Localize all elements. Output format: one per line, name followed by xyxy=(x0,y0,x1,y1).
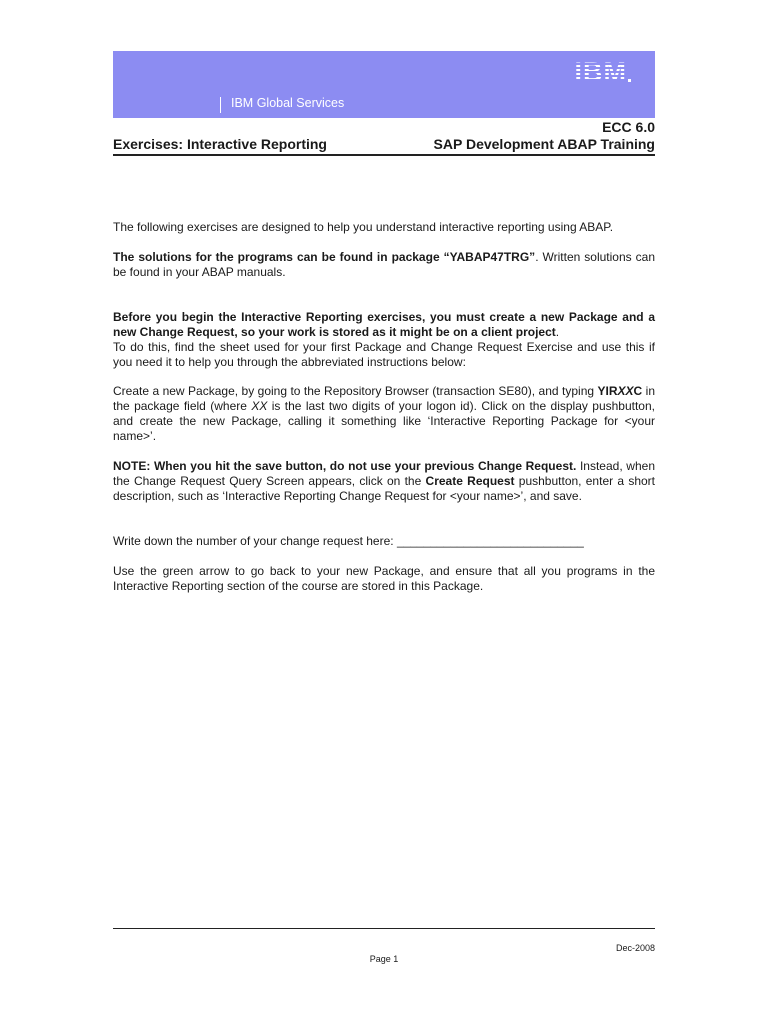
note-text-a: Instead, when the Change Request Query Screen appears, click on the xyxy=(113,459,655,488)
solutions-bold-text: The solutions for the programs can be found in package “YABAP47TRG” xyxy=(113,250,536,264)
page-number: Page 1 xyxy=(369,954,399,964)
version-label: ECC 6.0 xyxy=(602,119,655,135)
intro-paragraph: The following exercises are designed to help you understand interactive reporting using ABAP. xyxy=(113,220,614,234)
ibm-logo-dot xyxy=(628,79,631,82)
package-name-prefix: YIR xyxy=(597,384,618,398)
before-you-begin-bold-text: Before you begin the Interactive Reporting exercises, you must create a new Package and a new Change Request, so your work is stored as it might be on a client project xyxy=(113,310,655,339)
package-name-placeholder: XX xyxy=(617,384,634,398)
green-arrow-paragraph: Use the green arrow to go back to your new Package, and ensure that all you programs in the Interactive Reporting section of the course are stored in this Package. xyxy=(113,564,655,593)
before-you-begin-period: . xyxy=(555,325,560,339)
footer-date: Dec-2008 xyxy=(615,943,655,953)
header-banner xyxy=(113,51,655,118)
before-you-begin-paragraph xyxy=(113,310,655,370)
solutions-text: . Written solutions can be found in your ABAP manuals. xyxy=(113,250,655,279)
header-rule xyxy=(113,154,655,156)
note-bold-text: NOTE: When you hit the save button, do not use your previous Change Request. xyxy=(113,459,577,473)
package-name-suffix: C xyxy=(633,384,643,398)
footer-rule xyxy=(113,928,655,929)
before-you-begin-instructions: To do this, find the sheet used for your first Package and Change Request Exercise and use this if you need it to help you through the abbreviated instructions below: xyxy=(113,340,655,369)
change-request-number-line: Write down the number of your change request here: ____________________________ xyxy=(113,534,584,548)
document-title: Exercises: Interactive Reporting xyxy=(113,136,327,152)
note-text-b: pushbutton, enter a short description, such as ‘Interactive Reporting Change Request for <your name>’, and save. xyxy=(113,474,655,503)
create-request-label: Create Request xyxy=(425,474,515,488)
note-paragraph xyxy=(113,459,655,504)
ibm-logo: IBM xyxy=(574,57,627,87)
solutions-paragraph xyxy=(113,250,655,280)
create-package-paragraph xyxy=(113,384,655,444)
create-package-text-a: Create a new Package, by going to the Repository Browser (transaction SE80), and typing xyxy=(113,384,598,398)
course-title: SAP Development ABAP Training xyxy=(433,136,655,152)
banner-divider xyxy=(220,97,221,113)
logon-id-placeholder: XX xyxy=(251,399,268,413)
create-package-text-c: is the last two digits of your logon id). Click on the display pushbutton, and create the new Package, calling it something like ‘Interactive Reporting Package for <your name>’. xyxy=(113,399,655,443)
create-package-text-b: in the package field (where xyxy=(113,384,655,413)
global-services-label: IBM Global Services xyxy=(231,96,345,110)
